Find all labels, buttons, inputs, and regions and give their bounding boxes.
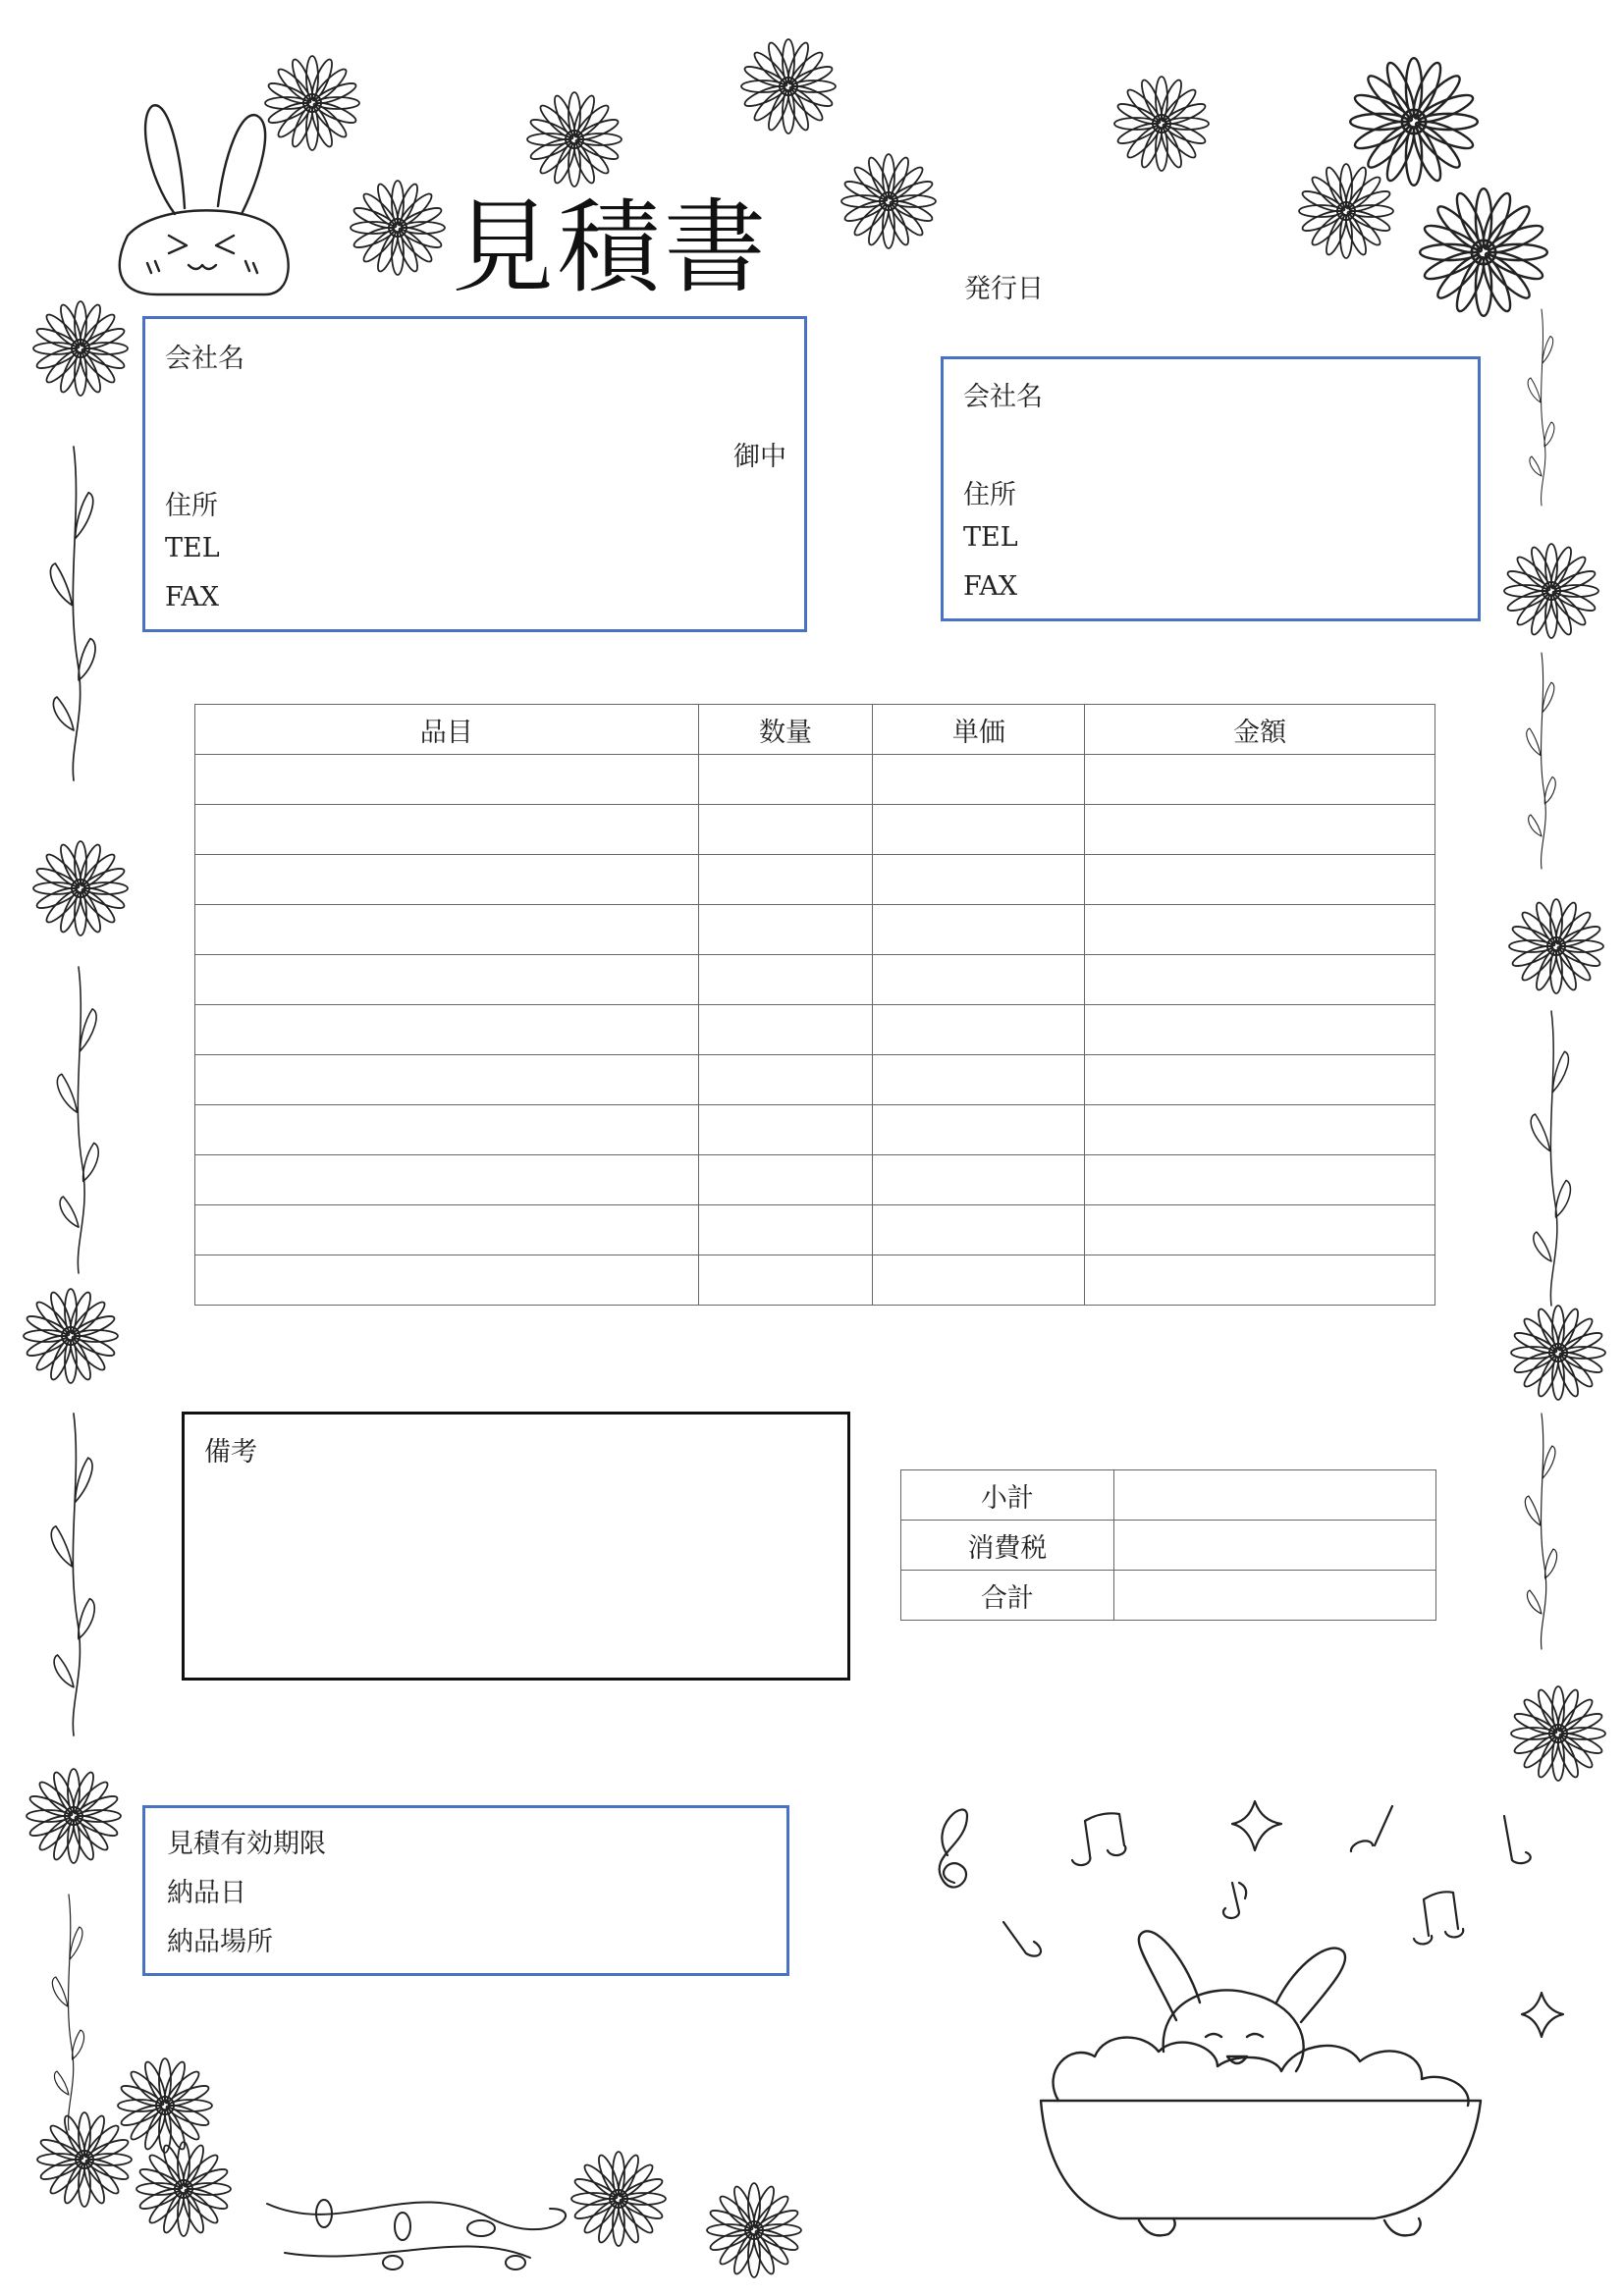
item-cell[interactable] xyxy=(195,1255,699,1306)
table-row xyxy=(195,1005,1435,1055)
tax-value[interactable] xyxy=(1113,1521,1435,1571)
amount-cell[interactable] xyxy=(1085,1005,1435,1055)
recipient-honorific: 御中 xyxy=(733,442,786,472)
item-cell[interactable] xyxy=(195,1105,699,1155)
recipient-fax-label: FAX xyxy=(165,582,220,613)
totals-table xyxy=(900,1469,1436,1621)
amount-cell[interactable] xyxy=(1085,1055,1435,1105)
total-row xyxy=(901,1571,1436,1621)
quantity-cell[interactable] xyxy=(698,1155,873,1205)
bathtub-rabbit-icon xyxy=(1041,1931,1481,2235)
amount-cell[interactable] xyxy=(1085,855,1435,905)
item-cell[interactable] xyxy=(195,1005,699,1055)
delivery-place-label: 納品場所 xyxy=(167,1927,273,1957)
remarks-box xyxy=(182,1412,850,1681)
table-row xyxy=(195,1055,1435,1105)
recipient-box xyxy=(142,316,807,632)
unit-price-cell[interactable] xyxy=(873,855,1085,905)
issuer-box xyxy=(941,356,1481,621)
unit-price-cell[interactable] xyxy=(873,755,1085,805)
table-row xyxy=(195,955,1435,1005)
amount-cell[interactable] xyxy=(1085,955,1435,1005)
rabbit-icon xyxy=(120,105,289,294)
quantity-cell[interactable] xyxy=(698,1105,873,1155)
item-cell[interactable] xyxy=(195,1055,699,1105)
total-label: 合計 xyxy=(901,1571,1114,1621)
item-cell[interactable] xyxy=(195,1155,699,1205)
header-item: 品目 xyxy=(195,705,699,755)
subtotal-value[interactable] xyxy=(1113,1470,1435,1521)
table-row xyxy=(195,1255,1435,1306)
quantity-cell[interactable] xyxy=(698,805,873,855)
quantity-cell[interactable] xyxy=(698,1255,873,1306)
unit-price-cell[interactable] xyxy=(873,1105,1085,1155)
item-cell[interactable] xyxy=(195,805,699,855)
total-value[interactable] xyxy=(1113,1571,1435,1621)
issuer-tel-label: TEL xyxy=(963,522,1018,553)
item-cell[interactable] xyxy=(195,755,699,805)
quantity-cell[interactable] xyxy=(698,1055,873,1105)
subtotal-label: 小計 xyxy=(901,1470,1114,1521)
header-unit-price: 単価 xyxy=(873,705,1085,755)
table-row xyxy=(195,755,1435,805)
issue-date-label: 発行日 xyxy=(964,274,1044,304)
recipient-tel-label: TEL xyxy=(165,533,220,563)
sparkle-icon xyxy=(1232,1801,1563,2037)
unit-price-cell[interactable] xyxy=(873,805,1085,855)
items-table-header xyxy=(195,705,1435,755)
issuer-fax-label: FAX xyxy=(963,571,1018,602)
table-row xyxy=(195,905,1435,955)
unit-price-cell[interactable] xyxy=(873,1005,1085,1055)
amount-cell[interactable] xyxy=(1085,905,1435,955)
remarks-label: 備考 xyxy=(204,1437,257,1468)
quantity-cell[interactable] xyxy=(698,755,873,805)
item-cell[interactable] xyxy=(195,855,699,905)
amount-cell[interactable] xyxy=(1085,1205,1435,1255)
unit-price-cell[interactable] xyxy=(873,1055,1085,1105)
validity-label: 見積有効期限 xyxy=(167,1829,326,1859)
item-cell[interactable] xyxy=(195,1205,699,1255)
tax-row xyxy=(901,1521,1436,1571)
terms-box xyxy=(142,1805,789,1976)
issuer-company-label: 会社名 xyxy=(963,382,1043,412)
items-table xyxy=(194,704,1435,1306)
amount-cell[interactable] xyxy=(1085,1155,1435,1205)
quantity-cell[interactable] xyxy=(698,1205,873,1255)
issuer-address-label: 住所 xyxy=(963,480,1016,510)
amount-cell[interactable] xyxy=(1085,755,1435,805)
music-note-icon xyxy=(940,1806,1531,1956)
quantity-cell[interactable] xyxy=(698,1005,873,1055)
amount-cell[interactable] xyxy=(1085,1255,1435,1306)
recipient-address-label: 住所 xyxy=(165,491,218,521)
item-cell[interactable] xyxy=(195,905,699,955)
unit-price-cell[interactable] xyxy=(873,1155,1085,1205)
table-row xyxy=(195,1105,1435,1155)
tax-label: 消費税 xyxy=(901,1521,1114,1571)
table-row xyxy=(195,1155,1435,1205)
quantity-cell[interactable] xyxy=(698,905,873,955)
item-cell[interactable] xyxy=(195,955,699,1005)
unit-price-cell[interactable] xyxy=(873,1255,1085,1306)
quantity-cell[interactable] xyxy=(698,955,873,1005)
unit-price-cell[interactable] xyxy=(873,905,1085,955)
table-row xyxy=(195,805,1435,855)
delivery-date-label: 納品日 xyxy=(167,1878,246,1908)
quantity-cell[interactable] xyxy=(698,855,873,905)
document-title: 見積書 xyxy=(452,187,771,307)
amount-cell[interactable] xyxy=(1085,1105,1435,1155)
table-row xyxy=(195,855,1435,905)
subtotal-row xyxy=(901,1470,1436,1521)
header-amount: 金額 xyxy=(1085,705,1435,755)
unit-price-cell[interactable] xyxy=(873,955,1085,1005)
table-row xyxy=(195,1205,1435,1255)
header-quantity: 数量 xyxy=(698,705,873,755)
amount-cell[interactable] xyxy=(1085,805,1435,855)
unit-price-cell[interactable] xyxy=(873,1205,1085,1255)
recipient-company-label: 会社名 xyxy=(165,344,244,374)
